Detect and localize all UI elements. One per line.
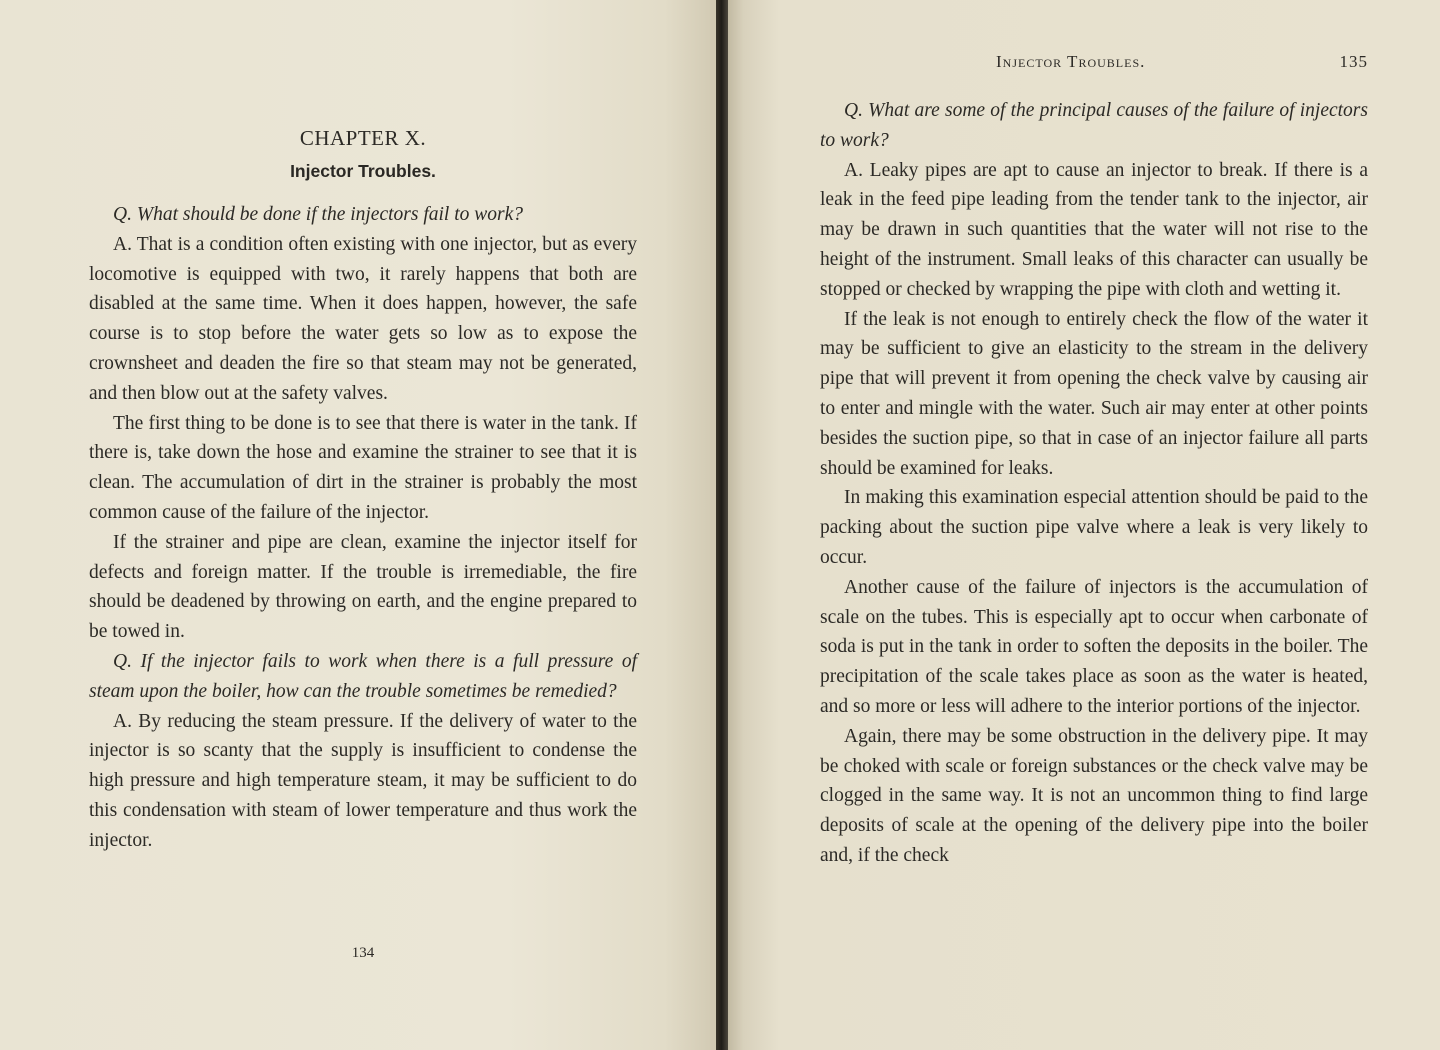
body-paragraph: If the leak is not enough to entirely check the flow of the water it may be sufficient to give an elasticity to the stream in the delivery pipe that will prevent it from opening the check valve by causing air to enter and mingle with the water. Such air may enter at other points besides the suction pipe, so that in case of an injector failure all parts should be examined for leaks. (820, 308, 1368, 479)
body-paragraph: Another cause of the failure of injectors is the accumulation of scale on the tubes. This is especially apt to occur when carbonate of soda is put in the tank in order to soften the deposits in the boiler. The precipitation of the scale takes place as soon as the water is heated, and so more or less will adhere to the interior portions of the injector. (820, 576, 1368, 717)
answer-paragraph: A. Leaky pipes are apt to cause an injector to break. If there is a leak in the feed pipe leading from the tender tank to the injector, air may be drawn in such quantities that the water will not rise to the height of the instrument. Small leaks of this character can usually be stopped or checked by wrapping the pipe with cloth and wetting it. (820, 159, 1368, 300)
running-head-title: Injector Troubles. (996, 52, 1146, 71)
body-paragraph: If the strainer and pipe are clean, examine the injector itself for defects and foreign matter. If the trouble is irremediable, the fire should be deadened by throwing on earth, and the engine prepared to be towed in. (89, 531, 637, 643)
right-page-body (820, 96, 1368, 871)
body-paragraph: The first thing to be done is to see that there is water in the tank. If there is, take down the hose and examine the strainer to see that it is clean. The accumulation of dirt in the strainer is probably the most common cause of the failure of the injector. (89, 412, 637, 523)
body-paragraph: Again, there may be some obstruction in the delivery pipe. It may be choked with scale or foreign substances or the check valve may be clogged in the same way. It is not an uncommon thing to find large deposits of scale at the opening of the delivery pipe into the boiler and, if the check (820, 725, 1368, 866)
right-page (722, 0, 1440, 1050)
page-number-left: 134 (351, 945, 375, 961)
page-number-right: 135 (1339, 52, 1368, 71)
chapter-subtitle: Injector Troubles. (290, 161, 436, 181)
left-page-body (89, 200, 637, 856)
question-paragraph: Q. What should be done if the injectors fail to work? (113, 204, 524, 225)
answer-paragraph: A. By reducing the steam pressure. If the delivery of water to the injector is so scanty that the supply is insufficient to condense the high pressure and high temperature steam, it may be sufficient to do this condensation with steam of lower temperature and thus work the injector. (89, 710, 637, 851)
chapter-title: CHAPTER X. (299, 126, 427, 150)
question-paragraph: Q. What are some of the principal causes of the failure of injectors to work? (820, 100, 1368, 151)
question-paragraph: Q. If the injector fails to work when there is a full pressure of steam upon the boiler, how can the trouble sometimes be remedied? (89, 650, 637, 702)
answer-paragraph: A. That is a condition often existing with one injector, but as every locomotive is equipped with two, it rarely happens that both are disabled at the same time. When it does happen, however, the safe course is to stop before the water gets so low as to expose the crownsheet and deaden the fire so that steam may not be generated, and then blow out at the safety valves. (89, 233, 637, 404)
book-gutter (716, 0, 728, 1050)
body-paragraph: In making this examination especial attention should be paid to the packing about the suction pipe valve where a leak is very likely to occur. (820, 487, 1368, 568)
